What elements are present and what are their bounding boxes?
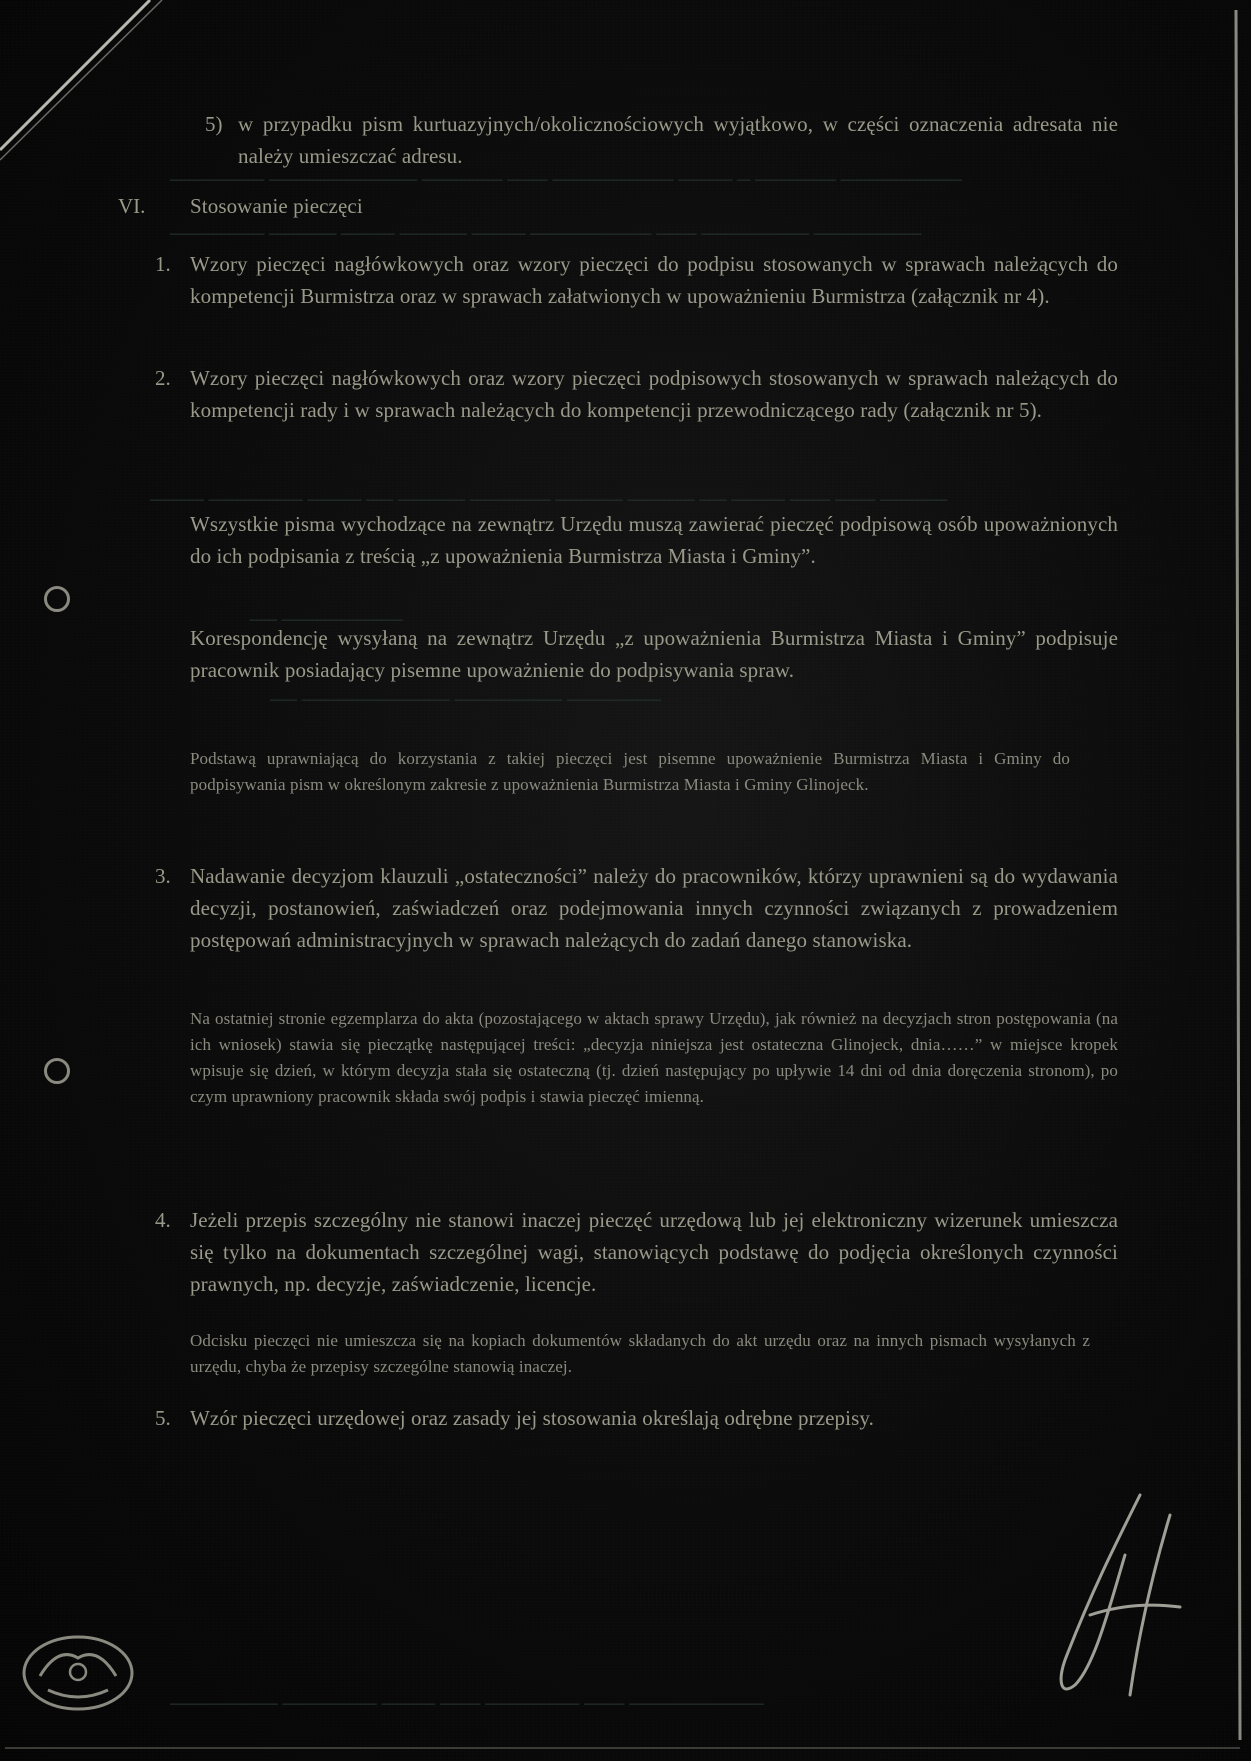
paragraph-1: Wzory pieczęci nagłówkowych oraz wzory pieczęci do podpisu stosowanych w sprawach należących do kompetencji Burmistrza oraz w sprawach załatwionych w upoważnieniu Burmistrza (załącznik nr 4). [190, 252, 1118, 308]
paragraph-5: Wzór pieczęci urzędowej oraz zasady jej stosowania określają odrębne przepisy. [190, 1406, 874, 1430]
paragraph-finality-stamp: Na ostatniej stronie egzemplarza do akta (pozostającego w aktach sprawy Urzędu), jak również na decyzjach stron postępowania (na ich wniosek) stawia się pieczątkę następującej treści: „decyzja niniejsza jest ostateczna Glinojeck, dnia……” w miejsce kropek wpisuje się dzień, w którym decyzja stała się ostateczną (tj. dzień następujący po upływie 14 dni od dnia doręczenia stronom), po czym uprawniony pracownik składa swój podpis i stawia pieczęć imienną. [190, 1009, 1118, 1106]
paragraph-2: Wzory pieczęci nagłówkowych oraz wzory pieczęci podpisowych stosowanych w sprawach należących do kompetencji rady i w sprawach należących do kompetencji przewodniczącego rady (załącznik nr 5). [190, 366, 1118, 422]
ghost-text: ──────── ─────── ──── ─── ─────── ─── ────────── [170, 1694, 764, 1715]
section-title: Stosowanie pieczęci [190, 194, 363, 218]
ghost-text: ──── ─────── ──── ── ───── ────── ───── ───── ── ──── ─── ─── ───── [150, 490, 948, 511]
paragraph-4-continued: Odcisku pieczęci nie umieszcza się na kopiach dokumentów składanych do akt urzędu oraz na innych pismach wysyłanych z urzędu, chyba że przepisy szczególne stanowią inaczej. [190, 1331, 1090, 1376]
paragraph-4: Jeżeli przepis szczególny nie stanowi inaczej pieczęć urzędową lub jej elektroniczny wizerunek umieszcza się tylko na dokumentach szczególnej wagi, stanowiących podstawę do podjęcia określonych czynności prawnych, np. decyzje, zaświadczenie, licencje. [190, 1208, 1118, 1296]
paragraph-correspondence: Korespondencję wysyłaną na zewnątrz Urzędu „z upoważnienia Burmistrza Miasta i Gminy” podpisuje pracownik posiadający pisemne upoważnienie do podpisywania spraw. [190, 626, 1118, 682]
item-5-text: w przypadku pism kurtuazyjnych/okolicznościowych wyjątkowo, w części oznaczenia adresata nie należy umieszczać adresu. [238, 112, 1118, 168]
section-number: VI. [118, 194, 146, 218]
ghost-text: ─────── ─────────── ────── ─── ───────── ──── ─ ────── ───────── [170, 170, 962, 191]
ghost-text: ── ─────────── ──────── ─────── [270, 690, 662, 711]
paragraph-number: 5. [155, 1406, 171, 1430]
paragraph-authorization-basis: Podstawą uprawniającą do korzystania z takiej pieczęci jest pisemne upoważnienie Burmistrza Miasta i Gminy do podpisywania pism w określonym zakresie z upoważnienia Burmistrza Miasta i Gminy Glinojeck. [190, 749, 1070, 794]
punch-hole [44, 1058, 70, 1084]
paragraph-number: 4. [155, 1208, 171, 1232]
paragraph-number: 2. [155, 366, 171, 390]
paragraph-3: Nadawanie decyzjom klauzuli „ostateczności” należy do pracowników, którzy uprawnieni są do wydawania decyzji, postanowień, zaświadczeń oraz podejmowania innych czynności związanych z prowadzeniem postępowań administracyjnych w sprawach należących do zadań danego stanowiska. [190, 864, 1118, 952]
item-number: 5) [205, 112, 223, 136]
paragraph-outgoing-letters: Wszystkie pisma wychodzące na zewnątrz Urzędu muszą zawierać pieczęć podpisową osób upoważnionych do ich podpisania z treścią „z upoważnienia Burmistrza Miasta i Gminy”. [190, 512, 1118, 568]
punch-hole [44, 586, 70, 612]
ghost-text: ─────── ───── ──── ───── ──── ───────── ─── ──────── ──────── [170, 224, 922, 245]
handwritten-signature [1020, 1485, 1190, 1705]
paragraph-number: 1. [155, 252, 171, 276]
paragraph-number: 3. [155, 864, 171, 888]
stamp-emblem [18, 1628, 138, 1718]
ghost-text: ── ───────── [250, 610, 403, 631]
